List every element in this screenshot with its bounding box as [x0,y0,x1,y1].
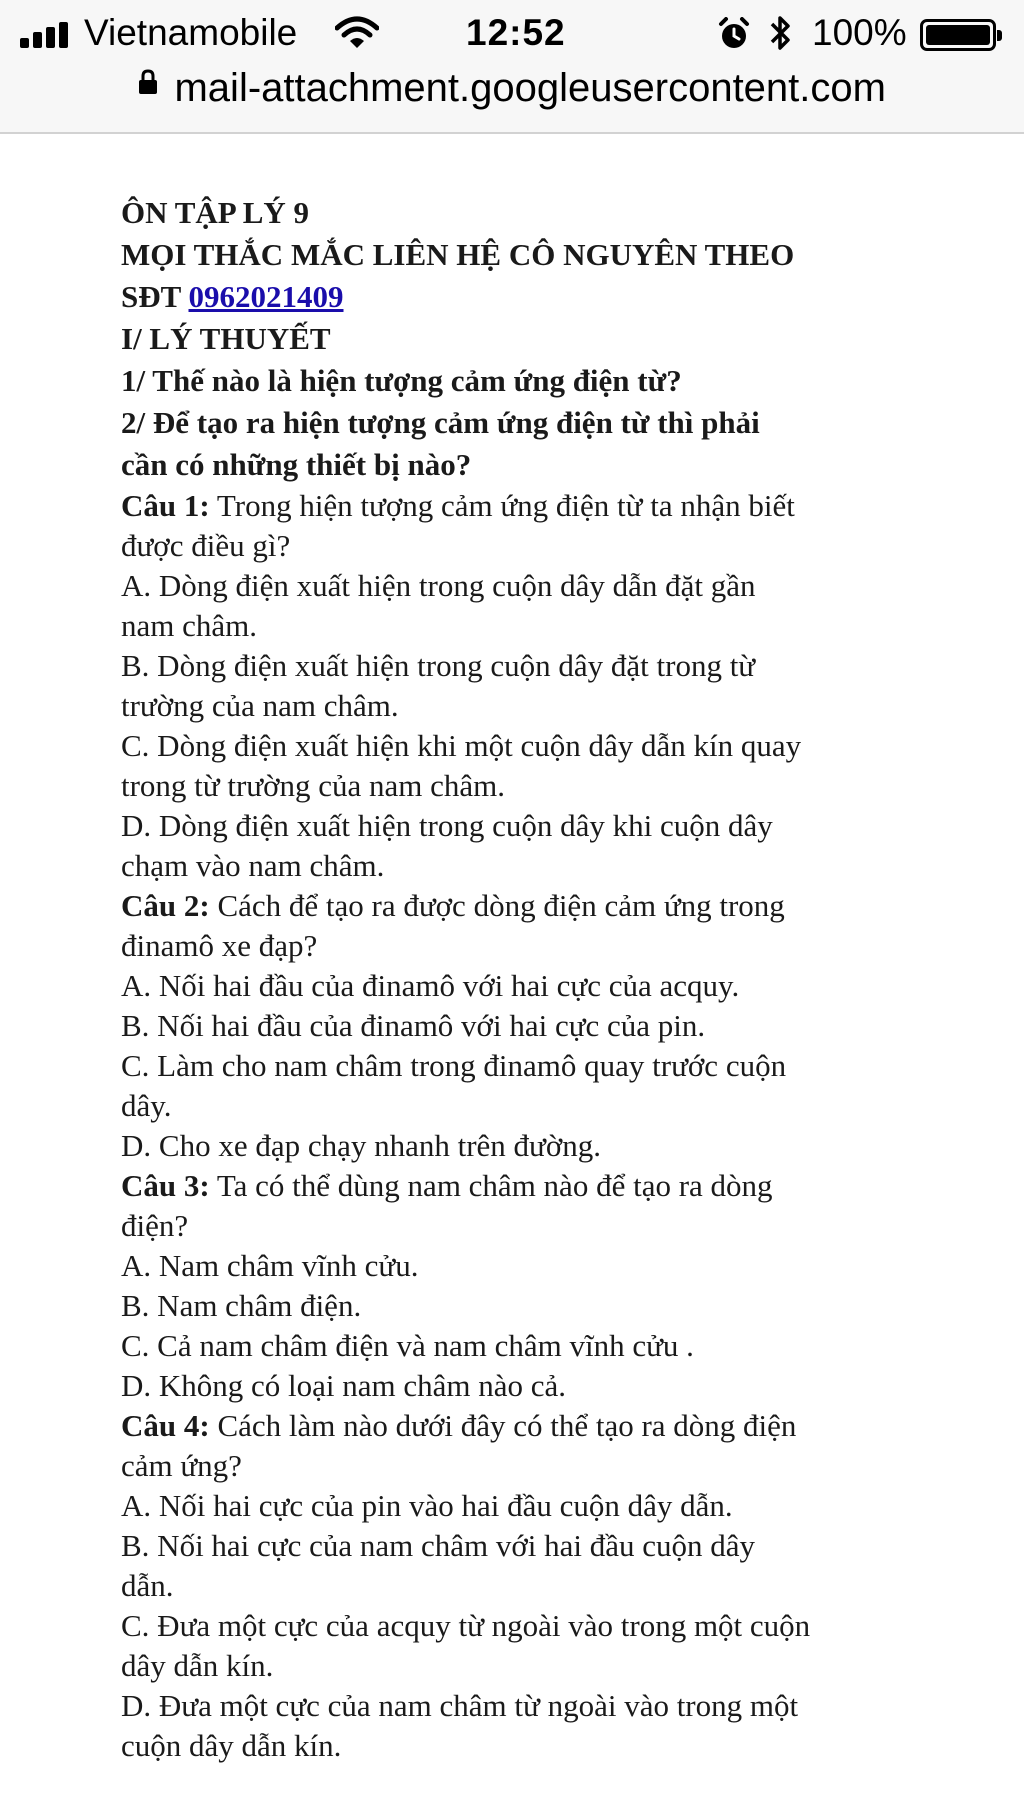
answer-option: A. Nối hai đầu của đinamô với hai cực của acquy. [121,968,740,1003]
question-label: Câu 4: [121,1408,210,1443]
address-bar[interactable] [0,62,1024,120]
battery-percent: 100% [812,12,907,53]
question-block [121,1166,1001,1406]
contact-line: MỌI THẮC MẮC LIÊN HỆ CÔ NGUYÊN THEO [121,237,795,272]
section-heading: I/ LÝ THUYẾT [121,321,331,356]
document-body [121,192,1001,1766]
bluetooth-icon [769,10,793,64]
answer-option: B. Nam châm điện. [121,1288,362,1323]
question-block [121,486,1001,886]
question-label: Câu 2: [121,888,210,923]
answer-option: A. Nam châm vĩnh cửu. [121,1248,419,1283]
answer-option-cont: dẫn. [121,1568,174,1603]
question-stem: Câu 3: Ta có thể dùng nam châm nào để tạo ra dòng [121,1168,773,1203]
question-stem-cont: được điều gì? [121,528,291,563]
url-text[interactable]: mail-attachment.googleusercontent.com [174,66,886,110]
question-block [121,1406,1001,1766]
theory-question-2-line2: cần có những thiết bị nào? [121,447,472,482]
answer-option: C. Dòng điện xuất hiện khi một cuộn dây dẫn kín quay [121,728,802,763]
battery-icon [920,19,996,51]
answer-option-cont: cuộn dây dẫn kín. [121,1728,342,1763]
answer-option-cont: dây dẫn kín. [121,1648,274,1683]
doc-title: ÔN TẬP LÝ 9 [121,195,310,230]
lock-icon [138,69,158,100]
answer-option: D. Không có loại nam châm nào cả. [121,1368,567,1403]
answer-option-cont: trường của nam châm. [121,688,399,723]
alarm-icon [718,17,750,56]
question-stem-cont: đinamô xe đạp? [121,928,318,963]
answer-option-cont: trong từ trường của nam châm. [121,768,506,803]
question-label: Câu 3: [121,1168,210,1203]
theory-question-1: 1/ Thế nào là hiện tượng cảm ứng điện từ? [121,363,682,398]
answer-option-cont: dây. [121,1088,172,1123]
answer-option: B. Nối hai cực của nam châm với hai đầu cuộn dây [121,1528,756,1563]
answer-option: B. Dòng điện xuất hiện trong cuộn dây đặt trong từ [121,648,756,683]
signal-icon [20,22,70,48]
wifi-icon [335,16,379,55]
answer-option: A. Nối hai cực của pin vào hai đầu cuộn dây dẫn. [121,1488,733,1523]
answer-option: B. Nối hai đầu của đinamô với hai cực của pin. [121,1008,706,1043]
answer-option: D. Cho xe đạp chạy nhanh trên đường. [121,1128,602,1163]
answer-option: D. Đưa một cực của nam châm từ ngoài vào trong một [121,1688,799,1723]
answer-option: C. Làm cho nam châm trong đinamô quay trước cuộn [121,1048,787,1083]
question-label: Câu 1: [121,488,210,523]
question-stem-cont: cảm ứng? [121,1448,242,1483]
answer-option: C. Cả nam châm điện và nam châm vĩnh cửu . [121,1328,694,1363]
browser-top-bar [0,0,1024,134]
phone-prefix: SĐT [121,279,181,314]
clock: 12:52 [466,12,566,53]
question-block [121,886,1001,1166]
answer-option: A. Dòng điện xuất hiện trong cuộn dây dẫn đặt gần [121,568,756,603]
theory-question-2-line1: 2/ Để tạo ra hiện tượng cảm ứng điện từ thì phải [121,405,760,440]
question-stem: Câu 4: Cách làm nào dưới đây có thể tạo ra dòng điện [121,1408,797,1443]
question-stem: Câu 1: Trong hiện tượng cảm ứng điện từ ta nhận biết [121,488,795,523]
answer-option-cont: nam châm. [121,608,258,643]
phone-link[interactable]: 0962021409 [188,279,344,314]
answer-option: D. Dòng điện xuất hiện trong cuộn dây khi cuộn dây [121,808,773,843]
answer-option: C. Đưa một cực của acquy từ ngoài vào trong một cuộn [121,1608,811,1643]
phone-line [121,276,1001,318]
carrier-name: Vietnamobile [84,12,298,53]
question-stem-cont: điện? [121,1208,189,1243]
answer-option-cont: chạm vào nam châm. [121,848,385,883]
status-bar [0,0,1024,66]
question-stem: Câu 2: Cách để tạo ra được dòng điện cảm ứng trong [121,888,785,923]
